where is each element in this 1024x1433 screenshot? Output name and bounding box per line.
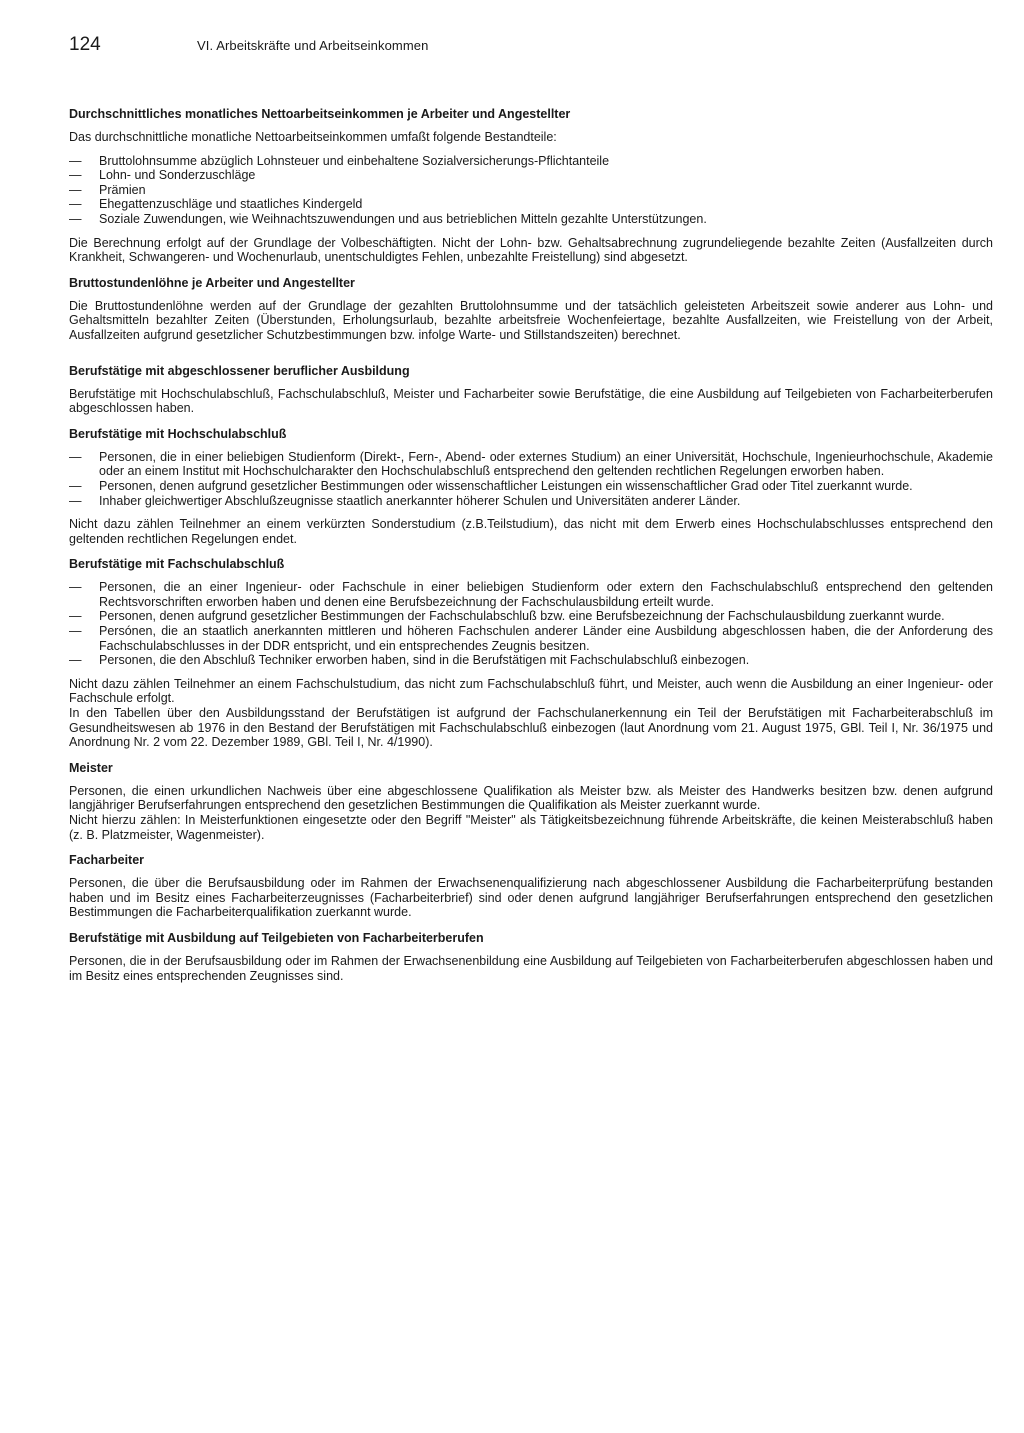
section-title: Bruttostundenlöhne je Arbeiter und Angestellter — [69, 275, 355, 290]
dash-marker: — — [69, 609, 82, 624]
paragraph: Personen, die einen urkundlichen Nachweis über eine abgeschlossene Qualifikation als Meister bzw. als Meister des Handwerks besitzen bzw. denen aufgrund langjähriger Berufserfahrungen entsprechend den gesetzlichen Bestimmungen die Qualifikation als Meister zuerkannt wurde. — [69, 783, 993, 813]
bullet-list — [69, 154, 993, 227]
section-meister — [69, 760, 993, 842]
list-item: — Personen, denen aufgrund gesetzlicher Bestimmungen oder wissenschaftlicher Leistungen ein wissenschaftlicher Grad oder Titel zuerkannt wurde. — [69, 478, 913, 493]
list-item: — Personen, die in einer beliebigen Studienform (Direkt-, Fern-, Abend- oder externes Studium) an einer Universität, Hochschule, Ingenieurhochschule, Akademie oder an einem Institut mit Hochschulcharakter den Hochschulabschluß entsprechend den geltenden rechtlichen Regelungen erworben haben. — [69, 449, 993, 479]
section-facharbeiter — [69, 852, 993, 920]
bullet-list — [69, 580, 993, 668]
bullet-list — [69, 450, 993, 508]
section-title: Durchschnittliches monatliches Nettoarbeitseinkommen je Arbeiter und Angestellter — [69, 107, 571, 121]
dash-marker: — — [69, 449, 82, 464]
dash-marker: — — [69, 478, 82, 493]
list-item: — Bruttolohnsumme abzüglich Lohnsteuer und einbehaltene Sozialversicherungs-Pflichtanteile — [69, 153, 610, 168]
paragraph: Nicht dazu zählen Teilnehmer an einem Fachschulstudium, das nicht zum Fachschulabschluß führt, und Meister, auch wenn die Ausbildung an einer Ingenieur- oder Fachschule erfolgt. — [69, 676, 993, 706]
list-item: — Ehegattenzuschläge und staatliches Kindergeld — [69, 197, 363, 212]
list-item: — Personen, die den Abschluß Techniker erworben haben, sind in die Berufstätigen mit Fachschulabschluß einbezogen. — [69, 653, 750, 668]
list-item: — Personen, die an einer Ingenieur- oder Fachschule in einer beliebigen Studienform oder extern den Fachschulabschluß entsprechend den geltenden Rechtsvorschriften erworben haben und denen eine Berufsbezeichnung der Fachschulausbildung erteilt wurde. — [69, 580, 993, 609]
section-title: Berufstätige mit Hochschulabschluß — [69, 426, 287, 441]
section-teilgebiete — [69, 930, 993, 983]
list-item: — Soziale Zuwendungen, wie Weihnachtszuwendungen und aus betrieblichen Mitteln gezahlte Unterstützungen. — [69, 211, 707, 226]
section-title: Facharbeiter — [69, 853, 145, 868]
page-number: 124 — [69, 34, 101, 55]
paragraph: Nicht dazu zählen Teilnehmer an einem verkürzten Sonderstudium (z.B.Teilstudium), das nicht mit dem Erwerb eines Hochschulabschlusses entsprechend den geltenden rechtlichen Regelungen endet. — [69, 517, 993, 546]
dash-marker: — — [69, 182, 82, 197]
paragraph: Die Bruttostundenlöhne werden auf der Grundlage der gezahlten Bruttolohnsumme und der tatsächlich geleisteten Arbeitszeit sowie anderer aus Lohn- und Gehaltsmitteln bezahlter Zeiten (Überstunden, Erholungsurlaub, bezahlte arbeitsfreie Wochenfeiertage, bezahlte Ausfallzeiten, wie Freistellung von der Arbeit, Ausfallzeiten aufgrund gesetzlicher Schutzbestimmungen bzw. infolge Warte- und Stillstandszeiten) berechnet. — [69, 298, 993, 342]
section-title: Meister — [69, 760, 113, 775]
list-item: — Inhaber gleichwertiger Abschlußzeugnisse staatlich anerkannter höherer Schulen und Universitäten anderer Länder. — [69, 493, 741, 508]
dash-marker: — — [69, 580, 82, 595]
list-item: — Prämien — [69, 182, 146, 197]
section-netto — [69, 106, 993, 265]
paragraph: In den Tabellen über den Ausbildungsstand der Berufstätigen ist aufgrund der Fachschulanerkennung ein Teil der Berufstätigen mit Facharbeiterabschluß im Gesundheitswesen ab 1976 in den Bestand der Berufstätigen mit Fachschulabschluß einbezogen (laut Anordnung vom 21. August 1975, GBl. Teil I, Nr. 36/1975 und Anordnung Nr. 2 vom 22. Dezember 1989, GBl. Teil I, Nr. 4/1990). — [69, 706, 993, 750]
section-fachschule — [69, 556, 993, 750]
list-item: — Persónen, die an staatlich anerkannten mittleren und höheren Fachschulen anderer Länder eine Ausbildung abgeschlossen haben, die der Anforderung des Fachschulabschlusses in der DDR entspricht, und ein entsprechendes Zeugnis besitzen. — [69, 624, 993, 653]
dash-marker: — — [69, 211, 82, 226]
dash-marker: — — [69, 153, 82, 168]
section-ausbildung — [69, 363, 993, 416]
section-brutto — [69, 275, 993, 343]
dash-marker: — — [69, 493, 82, 508]
paragraph: Berufstätige mit Hochschulabschluß, Fachschulabschluß, Meister und Facharbeiter sowie Berufstätige, die eine Ausbildung auf Teilgebieten von Facharbeiterberufen abgeschlossen haben. — [69, 386, 993, 416]
section-title: Berufstätige mit Ausbildung auf Teilgebieten von Facharbeiterberufen — [69, 930, 484, 945]
document-body — [69, 106, 993, 993]
paragraph: Das durchschnittliche monatliche Nettoarbeitseinkommen umfaßt folgende Bestandteile: — [69, 130, 557, 144]
paragraph: Personen, die in der Berufsausbildung oder im Rahmen der Erwachsenenbildung eine Ausbildung auf Teilgebieten von Facharbeiterberufen abgeschlossen haben und im Besitz eines entsprechenden Zeugnisses sind. — [69, 953, 993, 983]
dash-marker: — — [69, 624, 82, 639]
paragraph: Die Berechnung erfolgt auf der Grundlage der Volbeschäftigten. Nicht der Lohn- bzw. Gehaltsabrechnung zugrundeliegende bezahlte Zeiten (Ausfallzeiten durch Krankheit, Schwangeren- und Wochenurlaub, unentschuldigtes Fehlen, unbezahlte Freistellung) sind abgesetzt. — [69, 235, 993, 265]
list-item: — Lohn- und Sonderzuschläge — [69, 168, 256, 183]
dash-marker: — — [69, 168, 82, 183]
section-title: Berufstätige mit Fachschulabschluß — [69, 557, 285, 572]
paragraph: Nicht hierzu zählen: In Meisterfunktionen eingesetzte oder den Begriff "Meister" als Tätigkeitsbezeichnung führende Arbeitskräfte, die keinen Meisterabschluß haben (z. B. Platzmeister, Wagenmeister). — [69, 813, 993, 842]
page-header — [69, 34, 993, 58]
dash-marker: — — [69, 653, 82, 668]
chapter-title: VI. Arbeitskräfte und Arbeitseinkommen — [197, 38, 429, 53]
section-hochschule — [69, 426, 993, 547]
dash-marker: — — [69, 197, 82, 212]
section-title: Berufstätige mit abgeschlossener beruflicher Ausbildung — [69, 363, 410, 378]
list-item: — Personen, denen aufgrund gesetzlicher Bestimmungen der Fachschulabschluß bzw. eine Berufsbezeichnung der Fachschulausbildung zuerkannt wurde. — [69, 609, 945, 624]
paragraph: Personen, die über die Berufsausbildung oder im Rahmen der Erwachsenenqualifizierung nach abgeschlossener Ausbildung die Facharbeiterprüfung bestanden haben und im Besitz eines Facharbeiterzeugnisses (Facharbeiterbrief) sind oder denen aufgrund langjähriger Berufserfahrungen entsprechend den gesetzlichen Bestimmungen die Facharbeiterqualifikation zuerkannt wurde. — [69, 876, 993, 920]
